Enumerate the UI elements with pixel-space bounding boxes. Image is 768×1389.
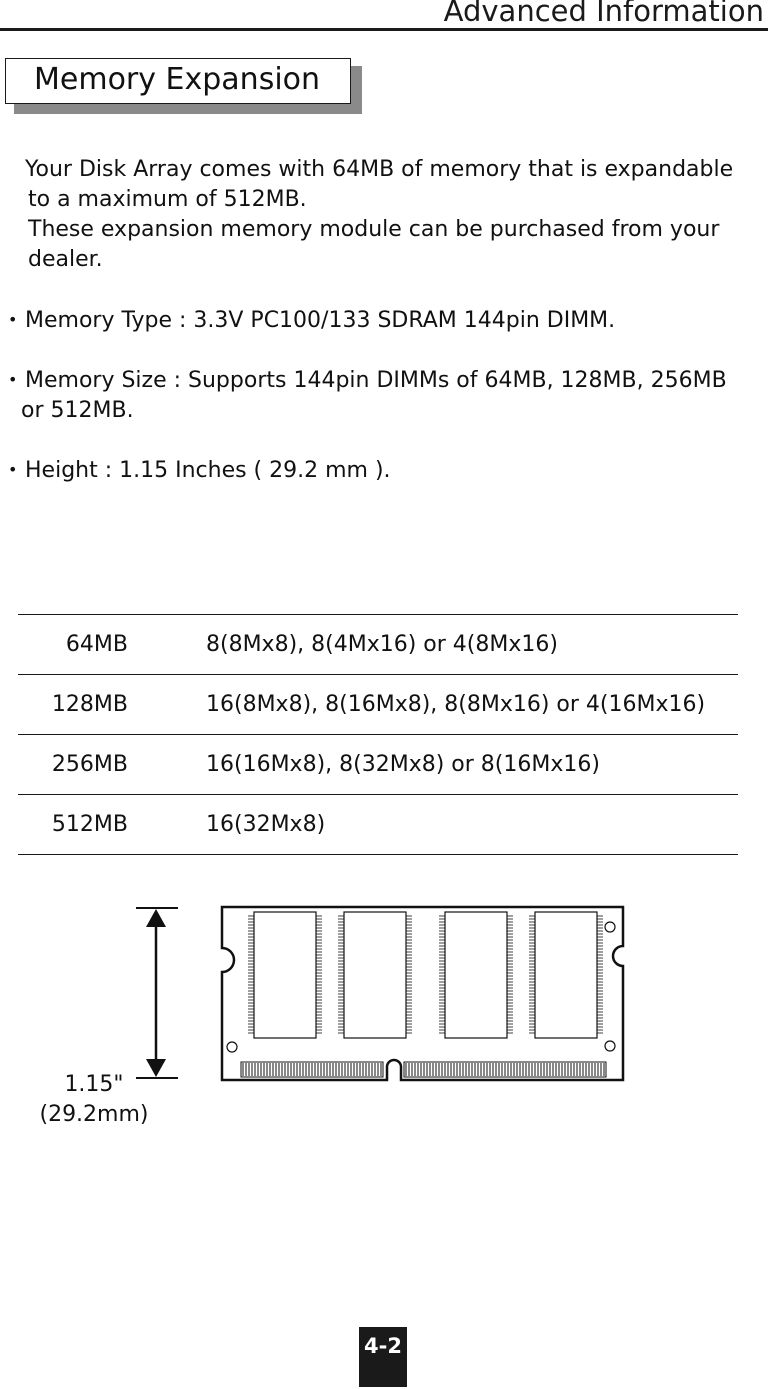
table-row xyxy=(18,615,738,675)
table-row xyxy=(18,795,738,855)
spec-text: Height : 1.15 Inches ( 29.2 mm ). xyxy=(25,458,391,483)
page-title: Memory Expansion xyxy=(34,62,321,97)
dimension-label xyxy=(26,1070,162,1130)
spec-memory-size xyxy=(8,365,748,426)
dimm-module-icon xyxy=(222,907,623,1080)
intro-line: These expansion memory module can be purchased from your xyxy=(28,217,720,242)
module-size: 512MB xyxy=(51,812,128,837)
spec-memory-type xyxy=(8,305,748,336)
table-row xyxy=(18,735,738,795)
intro-line: Your Disk Array comes with 64MB of memory that is expandable xyxy=(25,157,734,182)
chip-config: 8(8Mx8), 8(4Mx16) or 4(8Mx16) xyxy=(206,632,558,657)
table-row xyxy=(18,675,738,735)
memory-chip-icon xyxy=(439,912,513,1038)
bullet-icon: • xyxy=(8,370,18,389)
module-size: 256MB xyxy=(51,752,128,777)
title-box xyxy=(5,58,351,104)
intro-line: dealer. xyxy=(28,247,103,272)
bullet-icon: • xyxy=(8,310,18,329)
spec-text: Memory Size : Supports 144pin DIMMs of 64MB, 128MB, 256MB xyxy=(25,368,727,393)
dimension-mm: (29.2mm) xyxy=(39,1102,149,1127)
chip-config: 16(8Mx8), 8(16Mx8), 8(8Mx16) or 4(16Mx16) xyxy=(206,692,706,717)
spec-height xyxy=(8,455,748,486)
memory-chip-icon xyxy=(338,912,412,1038)
chip-config: 16(32Mx8) xyxy=(206,812,326,837)
memory-config-table xyxy=(18,614,738,855)
memory-chip-icon xyxy=(248,912,322,1038)
module-size: 64MB xyxy=(65,632,128,657)
dimension-inches: 1.15" xyxy=(64,1072,124,1097)
intro-line: to a maximum of 512MB. xyxy=(28,187,307,212)
section-title: Advanced Information xyxy=(443,0,764,28)
spec-text: Memory Type : 3.3V PC100/133 SDRAM 144pin DIMM. xyxy=(25,308,616,333)
page-number: 4-2 xyxy=(359,1327,407,1387)
memory-chip-icon xyxy=(529,912,603,1038)
header-rule xyxy=(0,28,768,31)
bullet-icon: • xyxy=(8,460,18,479)
height-dimension-icon xyxy=(136,908,178,1078)
intro-paragraph xyxy=(25,155,748,275)
module-size: 128MB xyxy=(51,692,128,717)
spec-text-continued: or 512MB. xyxy=(21,398,134,423)
chip-config: 16(16Mx8), 8(32Mx8) or 8(16Mx16) xyxy=(206,752,600,777)
